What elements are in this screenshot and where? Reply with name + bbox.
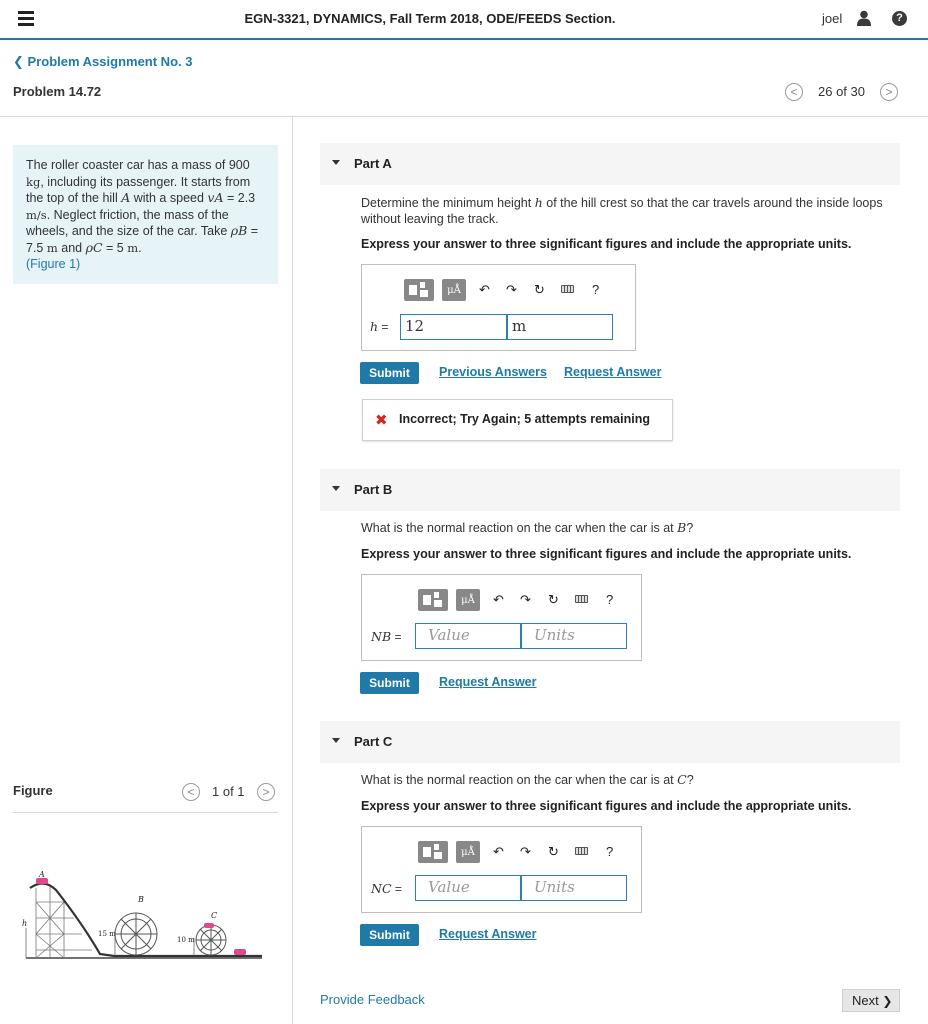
templates-icon[interactable]: [404, 279, 434, 301]
part-b-question: What is the normal reaction on the car when the car is at B?: [361, 520, 694, 535]
figure-label-10m: 10 m: [177, 936, 195, 944]
user-name[interactable]: joel: [822, 11, 843, 26]
keyboard-icon[interactable]: [575, 595, 588, 603]
part-c-header[interactable]: [320, 721, 900, 763]
part-c-request-answer-link[interactable]: Request Answer: [439, 927, 537, 941]
figure-counter: 1 of 1: [212, 784, 245, 799]
part-a-value-input[interactable]: 12: [400, 314, 507, 340]
reset-icon[interactable]: ↻: [534, 282, 545, 297]
undo-icon[interactable]: ↶: [479, 282, 490, 297]
toolbar-help-icon[interactable]: ?: [592, 282, 600, 297]
chevron-right-icon: ❯: [882, 994, 893, 1008]
provide-feedback-link[interactable]: Provide Feedback: [320, 992, 425, 1007]
part-b-header[interactable]: [320, 469, 900, 511]
part-b-title: Part B: [354, 482, 393, 497]
figure-next-button[interactable]: >: [257, 783, 275, 801]
next-button-label: Next: [852, 993, 879, 1008]
figure-label-B: B: [138, 895, 144, 904]
part-a-previous-answers-link[interactable]: Previous Answers: [439, 365, 547, 379]
figure-label: Figure: [13, 783, 53, 798]
part-c-question: What is the normal reaction on the car when the car is at C?: [361, 772, 694, 787]
units-symbols-button[interactable]: μÅ: [456, 841, 480, 863]
back-to-assignment-link[interactable]: [13, 54, 192, 70]
part-a-request-answer-link[interactable]: Request Answer: [564, 365, 662, 379]
roller-coaster-figure[interactable]: [22, 868, 267, 971]
redo-icon[interactable]: ↷: [520, 844, 531, 859]
templates-icon[interactable]: [418, 841, 448, 863]
figure-label-15m: 15 m: [98, 930, 116, 938]
undo-icon[interactable]: ↶: [493, 844, 504, 859]
templates-icon[interactable]: [418, 589, 448, 611]
figure-label-h: h: [22, 919, 28, 928]
part-c-variable-label: NC =: [371, 881, 402, 896]
part-c-answer-box: [361, 826, 642, 913]
part-b-variable-label: NB =: [371, 629, 402, 644]
keyboard-icon[interactable]: [575, 847, 588, 855]
part-b-units-input[interactable]: Units: [521, 623, 627, 649]
part-c-submit-button[interactable]: Submit: [360, 924, 419, 946]
redo-icon[interactable]: ↷: [520, 592, 531, 607]
incorrect-x-icon: ✖: [375, 412, 388, 429]
part-a-header[interactable]: [320, 143, 900, 185]
part-c-units-input[interactable]: Units: [521, 875, 627, 901]
figure-label-A: A: [39, 870, 45, 879]
next-problem-button[interactable]: >: [880, 83, 898, 101]
part-b-answer-box: [361, 574, 642, 661]
part-a-title: Part A: [354, 156, 392, 171]
part-a-question: Determine the minimum height h of the hill crest so that the car travels around the inside loops without leaving the track.: [361, 195, 883, 226]
redo-icon[interactable]: ↷: [506, 282, 517, 297]
part-a-submit-button[interactable]: Submit: [360, 362, 419, 384]
next-button[interactable]: [842, 989, 900, 1012]
undo-icon[interactable]: ↶: [493, 592, 504, 607]
assignment-link-label: Problem Assignment No. 3: [27, 54, 193, 69]
help-icon[interactable]: ?: [892, 11, 907, 26]
part-a-feedback: [362, 399, 673, 441]
figure-label-C: C: [211, 911, 218, 920]
problem-statement: The roller coaster car has a mass of 900 kg, including its passenger. It starts from the top of the hill A with a speed vA = 2.3 m/s. Neglect friction, the mass of the wheels, and the size of the car. Take ρB = 7.5 m and ρC = 5 m. (Figure 1): [13, 145, 278, 284]
figure-prev-button[interactable]: <: [182, 783, 200, 801]
part-b-request-answer-link[interactable]: Request Answer: [439, 675, 537, 689]
part-b-submit-button[interactable]: Submit: [360, 672, 419, 694]
figure-divider: [13, 812, 278, 813]
toolbar-help-icon[interactable]: ?: [606, 844, 614, 859]
reset-icon[interactable]: ↻: [548, 844, 559, 859]
course-title: EGN-3321, DYNAMICS, Fall Term 2018, ODE/FEEDS Section.: [244, 11, 616, 26]
units-symbols-button[interactable]: μÅ: [442, 279, 466, 301]
part-a-answer-box: [361, 264, 636, 351]
units-symbols-button[interactable]: μÅ: [456, 589, 480, 611]
caret-down-icon: [332, 738, 340, 743]
part-c-instructions: Express your answer to three significant figures and include the appropriate units.: [361, 799, 852, 813]
caret-down-icon: [332, 160, 340, 165]
part-b-instructions: Express your answer to three significant figures and include the appropriate units.: [361, 547, 852, 561]
part-c-value-input[interactable]: Value: [415, 875, 521, 901]
caret-down-icon: [332, 486, 340, 491]
part-a-units-input[interactable]: m: [507, 314, 613, 340]
divider-vertical: [292, 117, 293, 1024]
part-a-instructions: Express your answer to three significant figures and include the appropriate units.: [361, 237, 852, 251]
problem-counter: 26 of 30: [818, 84, 865, 99]
figure-link[interactable]: (Figure 1): [26, 257, 81, 271]
chevron-left-icon: ❮: [13, 54, 24, 69]
problem-title: Problem 14.72: [13, 84, 102, 99]
previous-problem-button[interactable]: <: [785, 83, 803, 101]
part-a-feedback-text: Incorrect; Try Again; 5 attempts remaining: [399, 412, 650, 426]
toolbar-help-icon[interactable]: ?: [606, 592, 614, 607]
keyboard-icon[interactable]: [561, 285, 574, 293]
divider-horizontal: [0, 116, 928, 117]
part-a-variable-label: h =: [370, 319, 389, 334]
part-b-value-input[interactable]: Value: [415, 623, 521, 649]
part-c-title: Part C: [354, 734, 393, 749]
reset-icon[interactable]: ↻: [548, 592, 559, 607]
user-icon[interactable]: [857, 10, 871, 29]
